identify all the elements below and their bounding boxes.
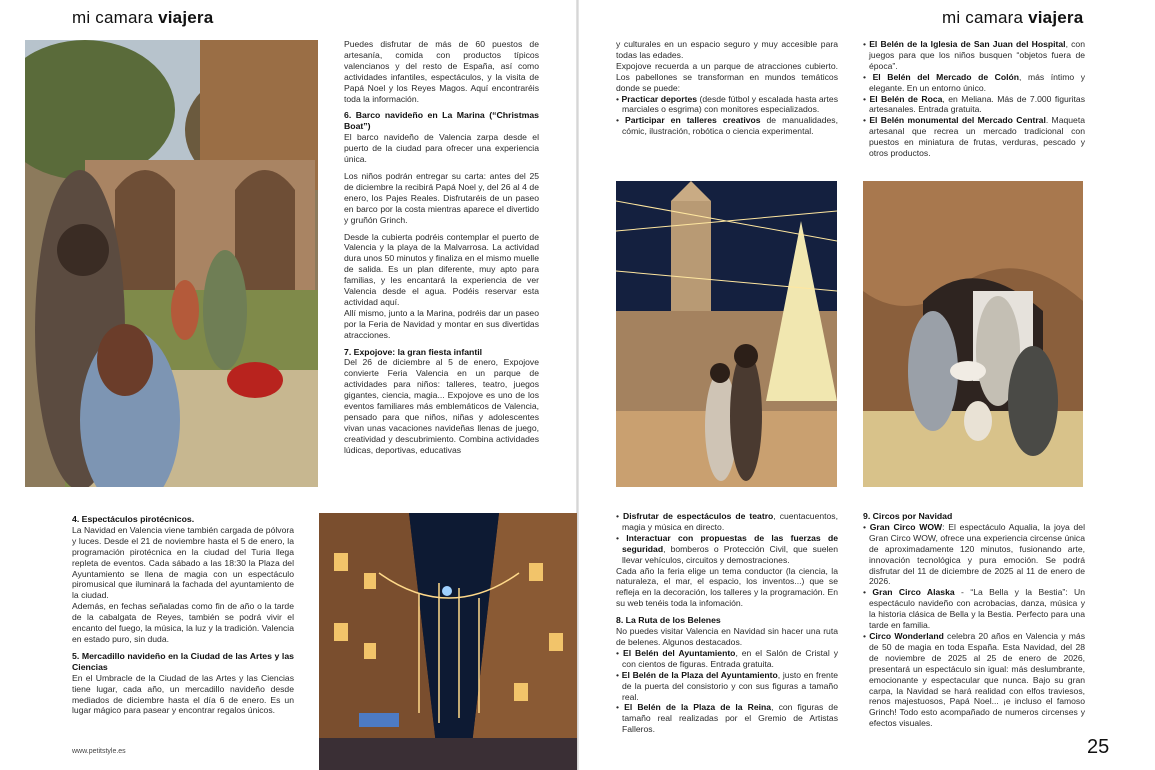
paragraph: y culturales en un espacio seguro y muy accesible para todas las edades. — [616, 39, 838, 60]
list-item: • El Belén de la Plaza de la Reina, con figuras de tamaño real realizadas por el Gremio de Artistas Falleros. — [616, 702, 838, 735]
paragraph: Desde la cubierta podréis contemplar el puerto de Valencia y la playa de la Malvarrosa. La actividad dura unos 50 minutos y finaliza en el mismo muelle de salida. Es un plan diferente, muy apto para familias, y les encantará la experiencia de ver Valencia desde el agua. Podéis reservar esta actividad aquí. — [344, 231, 539, 307]
paragraph: Expojove recuerda a un parque de atracciones cubierto. Los pabellones se transforman en mundos temáticos donde se puede: — [616, 60, 838, 93]
list-item: • Gran Circo Alaska - “La Bella y la Bestia”: Un espectáculo navideño con acrobacias, danza, música y la historia clásica de Bella y la Bestia. Perfecto para una tarde en familia. — [863, 587, 1085, 631]
section-heading-6: 6. Barco navideño en La Marina (“Christmas Boat”) — [344, 110, 539, 132]
right-col1-bottom — [616, 511, 838, 736]
footer-url[interactable]: www.petitstyle.es — [72, 748, 126, 755]
paragraph: Allí mismo, junto a la Marina, podréis dar un paseo por la Feria de Navidad y montar en sus divertidas atracciones. — [344, 307, 539, 340]
brand-header-left — [72, 8, 213, 28]
belenes-list — [863, 39, 1085, 159]
list-item: • El Belén de la Plaza del Ayuntamiento, justo en frente de la puerta del consistorio y con sus figuras a tamaño real. — [616, 670, 838, 703]
list-item: • Gran Circo WOW: El espectáculo Aqualia, la joya del Gran Circo WOW, ofrece una experiencia circense única de aproximadamente 120 minutos, fusionando arte, innovación tecnológica y pura emoción. Se podrá disfrutar del 11 de diciembre de 2025 al 11 de enero de 2026. — [863, 522, 1085, 587]
paragraph: Los niños podrán entregar su carta: antes del 25 de diciembre la recibirá Papá Noel y, del 26 al 4 de enero, los Pajes Reales. Disfrutaréis de un paseo en barco por la costa mientras aparece el divertido y gruñón Grinch. — [344, 170, 539, 225]
section-heading-5: 5. Mercadillo navideño en la Ciudad de las Artes y las Ciencias — [72, 650, 294, 672]
photo-cathedral-christmas-tree — [616, 181, 837, 487]
left-bottom-column — [72, 514, 294, 739]
photo-nativity-cave — [863, 181, 1083, 487]
section-heading-7: 7. Expojove: la gran fiesta infantil — [344, 346, 483, 357]
section-heading-8: 8. La Ruta de los Belenes — [616, 615, 721, 626]
list-item: • Practicar deportes (desde fútbol y escalada hasta artes marciales o esgrima) con monitores especializados. — [616, 94, 838, 116]
list-item: • El Belén de Roca, en Meliana. Más de 7.000 figuritas artesanales. Entrada gratuita. — [863, 94, 1085, 116]
list-item: • El Belén de la Iglesia de San Juan del Hospital, con juegos para que los niños busquen “objetos fuera de época”. — [863, 39, 1085, 72]
list-item: • El Belén del Ayuntamiento, en el Salón de Cristal y con cientos de figuras. Entrada gratuita. — [616, 648, 838, 670]
photo-illuminated-street — [319, 513, 577, 770]
brand-light: mi camara — [72, 8, 154, 27]
belenes-list — [616, 648, 838, 735]
circus-list — [863, 522, 1085, 729]
paragraph: Además, en fechas señaladas como fin de año o la tarde de la cabalgata de Reyes, también se podrá vivir el encanto del fuego, la música, la luz y la tradición. Valencia en estado puro, sin duda. — [72, 601, 294, 644]
page-number: 25 — [1087, 736, 1110, 758]
activity-list — [616, 94, 838, 138]
right-col1-top — [616, 39, 838, 159]
brand-light: mi camara — [942, 8, 1024, 27]
right-col2-top — [863, 39, 1085, 164]
photo-family-nativity — [25, 40, 318, 487]
brand-header-right — [942, 8, 1083, 28]
right-col2-bottom — [863, 511, 1085, 736]
section-heading-9: 9. Circos por Navidad — [863, 511, 953, 521]
list-item: • Interactuar con propuestas de las fuerzas de seguridad, bomberos o Protección Civil, que suelen llevar vehículos, circuitos y demostraciones. — [616, 533, 838, 566]
list-item: • Circo Wonderland celebra 20 años en Valencia y más de 50 de magia en toda España. Esta Navidad, del 28 de noviembre de 2025 al 25 de enero de 2026, presentará un espectáculo sin igual: más deslumbrante, emocionante y espectacular que nunca. Bajo su gran carpa, la Navidad se hará realidad con elfos traviesos, renos majestuosos, Papá Noel... ¡e incluso el famoso Grinch! Todo esto acompañado de numeros circenses y efectos visuales. — [863, 631, 1085, 729]
list-item: • Participar en talleres creativos de manualidades, cómic, ilustración, robótica o ciencia experimental. — [616, 115, 838, 137]
list-item: • Disfrutar de espectáculos de teatro, cuentacuentos, magia y música en directo. — [616, 511, 838, 533]
left-top-column — [344, 39, 539, 481]
brand-bold: viajera — [1028, 8, 1084, 27]
list-item: • El Belén del Mercado de Colón, más íntimo y elegante. En un entorno único. — [863, 72, 1085, 94]
paragraph: Del 26 de diciembre al 5 de enero, Expojove convierte Feria Valencia en un parque de actividades para niños: talleres, teatro, juegos gigantes, ciencia, magia... Expojove es uno de los eventos familiares más emblemáticos de Valencia, pensado para que niños, niñas y adolescentes vivan unas vacaciones navideñas llenas de juego, creatividad y descubrimiento. Combina actividades lúdicas, deportivas, educativas — [344, 357, 539, 455]
paragraph: En el Umbracle de la Ciudad de las Artes y las Ciencias tiene lugar, cada año, un mercadillo navideño desde mediados de diciembre hasta el día 6 de enero. Es un lugar mágico para pasear y encontrar regalos únicos. — [72, 672, 294, 716]
paragraph: Puedes disfrutar de más de 60 puestos de artesanía, comida con productos típicos valencianos y del resto de España, así como actividades infantiles, espectáculos, y la visita de Papá Noel y los Reyes Magos. Aquí encontraréis toda la información. — [344, 39, 539, 104]
brand-bold: viajera — [158, 8, 214, 27]
paragraph: Cada año la feria elige un tema conductor (la ciencia, la naturaleza, el mar, el espacio, los inventos...) que se refleja en la decoración, los talleres y la programación. En su web tenéis toda la infomación. — [616, 565, 838, 609]
activity-list — [616, 511, 838, 566]
list-item: • El Belén monumental del Mercado Central. Maqueta artesanal que recrea un mercado tradicional con puestos en miniatura de frutas, verduras, pescado y otros productos. — [863, 115, 1085, 159]
paragraph: No puedes visitar Valencia en Navidad sin hacer una ruta de belenes. Algunos destacados. — [616, 626, 838, 647]
section-heading-4: 4. Espectáculos pirotécnicos. — [72, 514, 195, 524]
paragraph: La Navidad en Valencia viene también cargada de pólvora y luces. Desde el 21 de noviembre hasta el 5 de enero, la programación pirotécnica en la ciudad del Turia llega repleta de eventos. Cada sábado a las 18:30 la Plaza del Ayuntamiento se llena de magia con un espectáculo piromusical que iluminará la fachada del ayuntamiento de la ciudad. — [72, 524, 294, 601]
paragraph: El barco navideño de Valencia zarpa desde el puerto de la ciudad para ofrecer una experiencia única. — [344, 132, 539, 165]
